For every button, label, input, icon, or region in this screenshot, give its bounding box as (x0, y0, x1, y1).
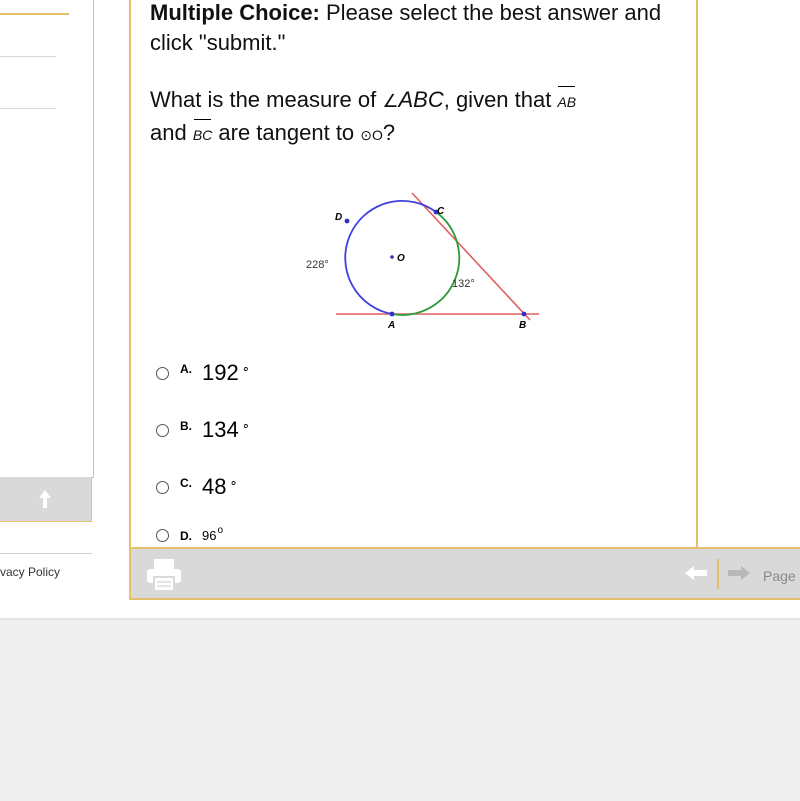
question-prompt (150, 84, 695, 150)
next-page-button[interactable] (727, 565, 751, 586)
arrow-up-icon (38, 489, 52, 509)
previous-page-button[interactable] (684, 565, 708, 586)
arrow-right-icon (727, 565, 751, 581)
radio-button[interactable] (156, 481, 169, 494)
instructions (150, 0, 695, 58)
segment-bc: BC (193, 117, 212, 150)
sidebar-footer-divider (0, 553, 92, 554)
instructions-text: Please select the best answer and click "submit." (150, 0, 662, 55)
instructions-label: Multiple Choice: (150, 0, 320, 25)
radio-button[interactable] (156, 367, 169, 380)
tangent-line-bc (412, 193, 530, 320)
prompt-text: and (150, 120, 193, 145)
choice-value: 96 (202, 528, 217, 543)
choice-value: 134 (202, 417, 239, 442)
prompt-text: What is the measure of (150, 87, 383, 112)
prompt-text: , given that (443, 87, 558, 112)
sidebar-divider (0, 108, 56, 109)
prompt-text: are tangent to (212, 120, 361, 145)
choice-d[interactable] (156, 525, 224, 543)
arc-label-major: 228° (306, 259, 329, 271)
label-d: D (335, 212, 343, 223)
question-panel (129, 0, 698, 548)
degree-symbol: ∘ (229, 475, 238, 490)
tangent-circle-diagram (306, 190, 566, 340)
degree-symbol: o (217, 525, 224, 536)
point-d (345, 219, 350, 224)
page-divider (0, 618, 800, 620)
label-b: B (519, 320, 527, 331)
bottom-toolbar (129, 547, 800, 600)
print-button[interactable] (145, 557, 183, 593)
point-a (390, 312, 395, 317)
printer-icon (145, 557, 183, 593)
radio-button[interactable] (156, 529, 169, 542)
circle-name: O (372, 127, 383, 143)
arrow-left-icon (684, 565, 708, 581)
sidebar-divider (0, 13, 69, 15)
prompt-text: ? (382, 120, 396, 145)
nav-divider (717, 559, 719, 589)
choice-value: 48 (202, 474, 227, 499)
arc-label-minor: 132° (452, 278, 475, 290)
left-sidebar (0, 0, 94, 478)
angle-symbol: ∠ (382, 91, 399, 111)
label-a: A (388, 320, 396, 331)
degree-symbol: ∘ (241, 361, 250, 376)
choice-letter: D. (180, 528, 192, 543)
choice-b[interactable] (156, 417, 250, 443)
choice-a[interactable] (156, 360, 250, 386)
degree-symbol: ∘ (241, 418, 250, 433)
radio-button[interactable] (156, 424, 169, 437)
scroll-up-button[interactable] (0, 477, 92, 522)
choice-letter: C. (180, 476, 192, 490)
sidebar-divider (0, 56, 56, 57)
center-point-o (390, 255, 394, 259)
point-b (522, 312, 527, 317)
angle-name: ABC (398, 87, 444, 112)
page-label: Page (763, 568, 796, 584)
segment-ab: AB (557, 84, 576, 117)
choice-c[interactable] (156, 474, 238, 500)
privacy-policy-link[interactable]: vacy Policy (0, 565, 61, 579)
choice-letter: B. (180, 419, 192, 433)
label-o: O (397, 253, 405, 264)
choice-letter: A. (180, 362, 192, 376)
choice-value: 192 (202, 360, 239, 385)
circle-symbol: ⊙ (360, 127, 373, 143)
label-c: C (437, 206, 445, 217)
